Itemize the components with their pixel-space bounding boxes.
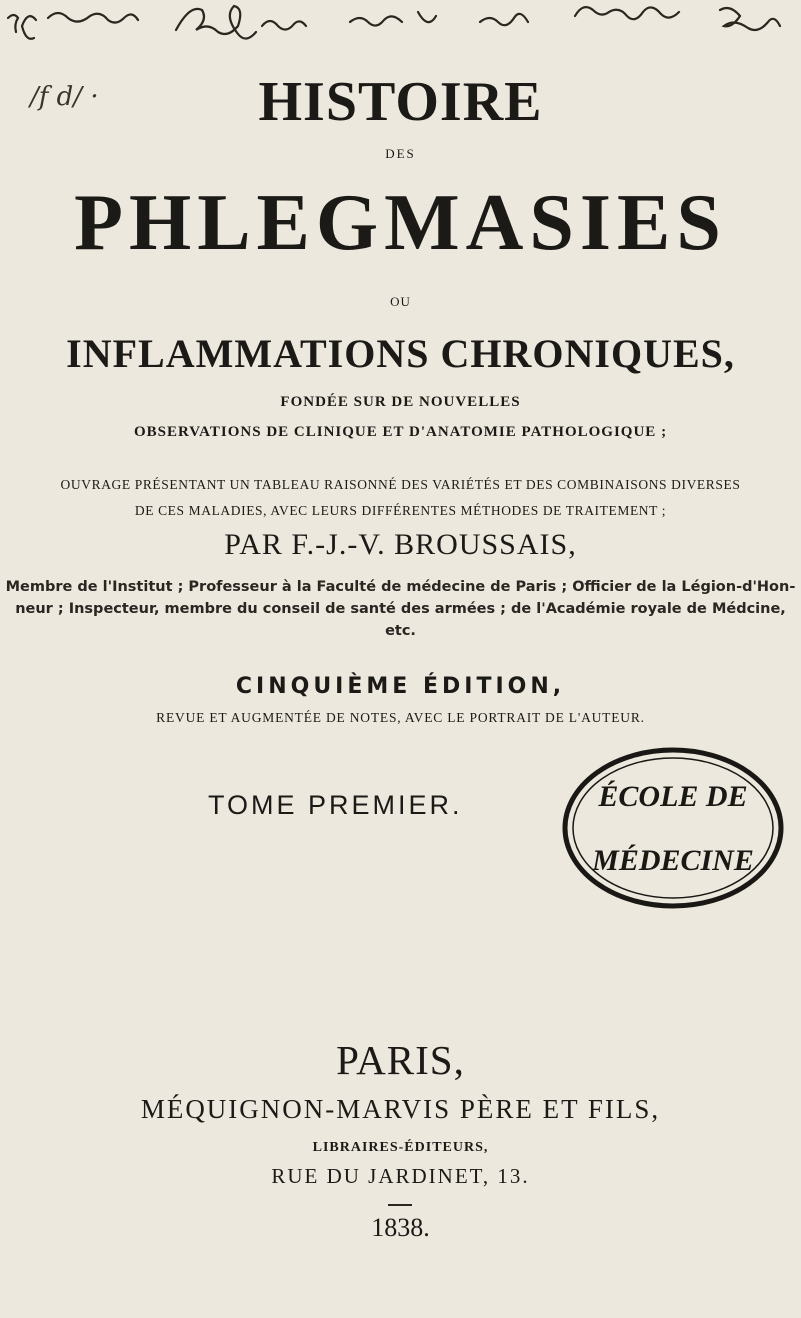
title-inflammations: INFLAMMATIONS CHRONIQUES, (66, 331, 735, 376)
library-stamp (558, 740, 788, 915)
author-byline: PAR F.-J.-V. BROUSSAIS, (224, 528, 577, 561)
edition-label: CINQUIÈME ÉDITION, (235, 674, 566, 699)
credentials-line-1: Membre de l'Institut ; Professeur à la Faculté de médecine de Paris ; Officier de la Légion-d'Hon- (5, 579, 796, 595)
subtitle-observations: OBSERVATIONS DE CLINIQUE ET D'ANATOMIE PATHOLOGIQUE ; (133, 424, 668, 440)
description-line-1: OUVRAGE PRÉSENTANT UN TABLEAU RAISONNÉ DES VARIÉTÉS ET DES COMBINAISONS DIVERSES (60, 477, 741, 492)
volume-label: TOME PREMIER. (208, 790, 463, 820)
credentials-line-2: neur ; Inspecteur, membre du conseil de santé des armées ; de l'Académie royale de Médcine, etc. (15, 601, 786, 639)
svg-text:MÉDECINE: MÉDECINE (592, 844, 754, 877)
imprint-city: PARIS, (336, 1037, 465, 1083)
imprint-role: LIBRAIRES-ÉDITEURS, (312, 1140, 489, 1155)
title-phlegmasies: PHLEGMASIES (74, 179, 727, 267)
title-des: DES (385, 146, 416, 161)
title-histoire: HISTOIRE (258, 71, 543, 133)
description-line-2: DE CES MALADIES, AVEC LEURS DIFFÉRENTES MÉTHODES DE TRAITEMENT ; (134, 503, 667, 518)
subtitle-fondee: FONDÉE SUR DE NOUVELLES (280, 394, 521, 410)
imprint-address: RUE DU JARDINET, 13. (271, 1164, 530, 1188)
handwritten-prefix: /f d/ · (30, 82, 99, 112)
imprint-year: 1838. (371, 1213, 430, 1242)
edition-note: REVUE ET AUGMENTÉE DE NOTES, AVEC LE PORTRAIT DE L'AUTEUR. (156, 710, 645, 725)
description-block (0, 472, 801, 524)
author-credentials (0, 576, 801, 642)
divider (388, 1204, 412, 1206)
imprint-publisher: MÉQUIGNON-MARVIS PÈRE ET FILS, (140, 1094, 661, 1124)
svg-text:ÉCOLE DE: ÉCOLE DE (598, 780, 748, 813)
title-ou: OU (390, 294, 411, 309)
